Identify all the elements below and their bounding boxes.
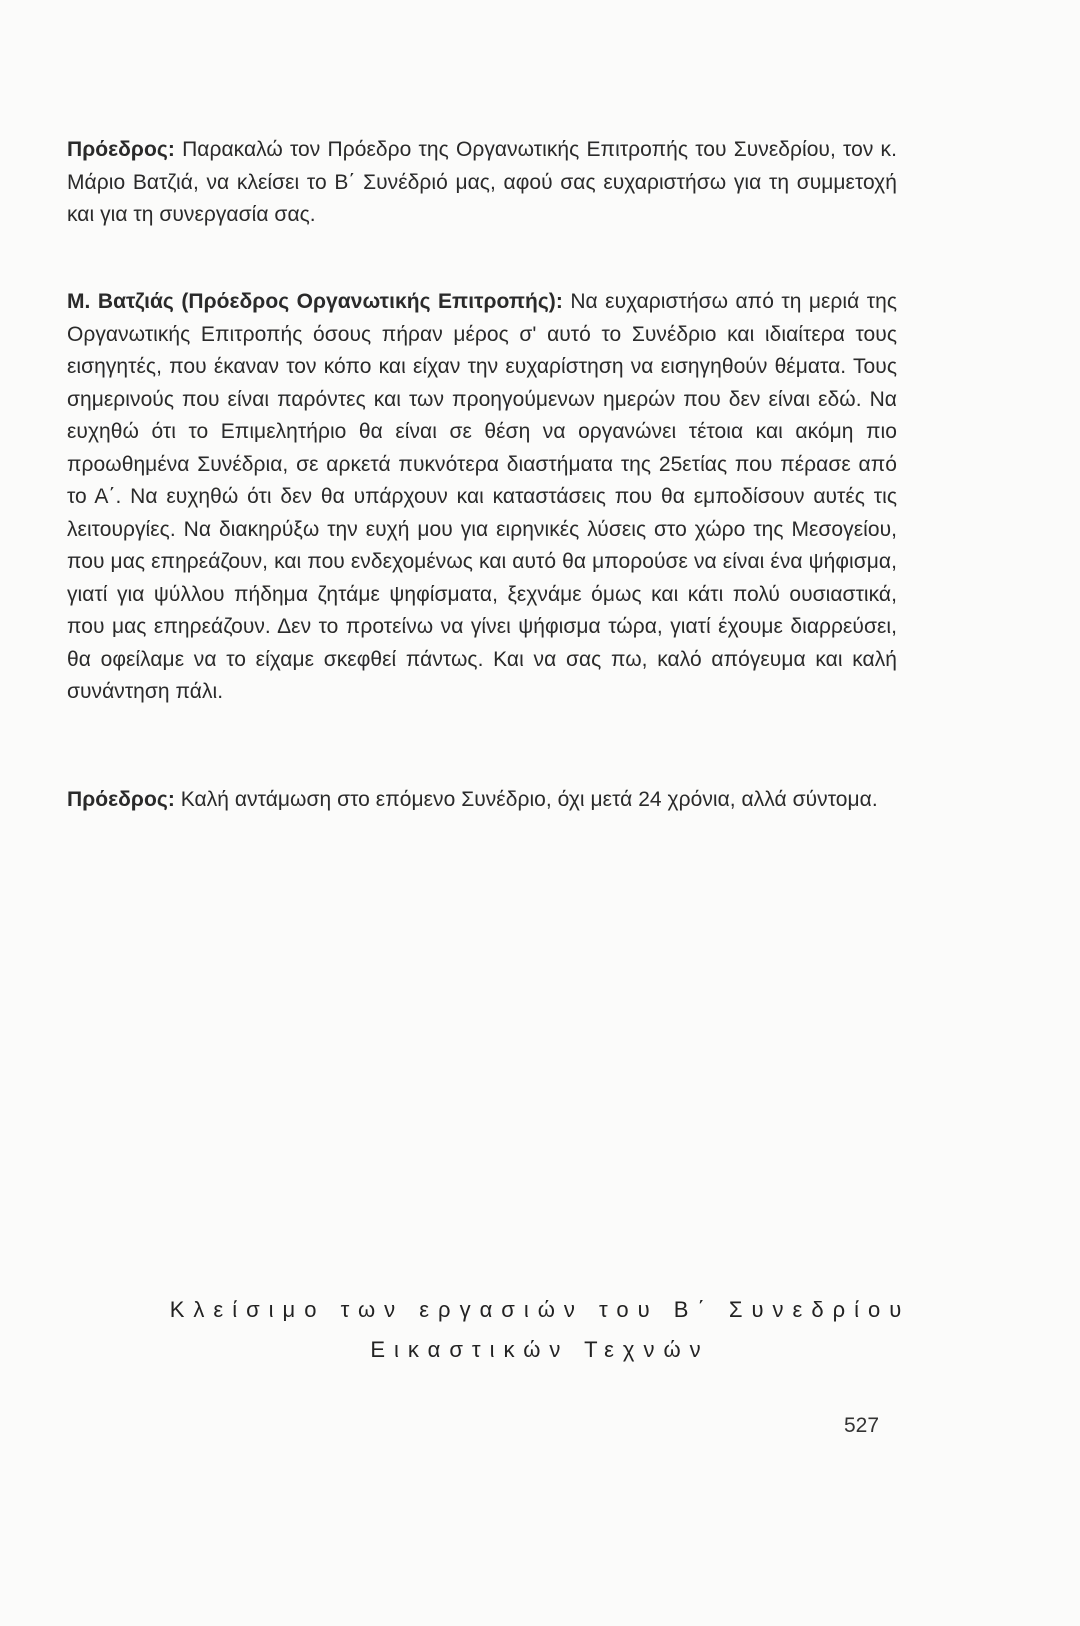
speaker-label: Μ. Βατζιάς (Πρόεδρος Οργανωτικής Επιτροπής): (67, 290, 563, 313)
paragraph-vatzias-speech (67, 286, 897, 709)
paragraph-text: Παρακαλώ τον Πρόεδρο της Οργανωτικής Επιτροπής του Συνεδρίου, τον κ. Μάριο Βατζιά, να κλείσει το Β΄ Συνέδριό μας, αφού σας ευχαριστήσω για τη συμμετοχή και για τη συνεργασία σας. (67, 138, 897, 226)
paragraph-text: Να ευχαριστήσω από τη μεριά της Οργανωτικής Επιτροπής όσους πήραν μέρος σ' αυτό το Συνέδριο και ιδιαίτερα τους εισηγητές, που έκαναν τον κόπο και είχαν την ευχαρίστηση να εισηγηθούν θέματα. Τους σημερινούς που είναι παρόντες και των προηγούμενων ημερών που δεν είναι εδώ. Να ευχηθώ ότι το Επιμελητήριο θα είναι σε θέση να οργανώνει τέτοια και ακόμη πιο προωθημένα Συνέδρια, σε αρκετά πυκνότερα διαστήματα της 25ετίας που πέρασε από το Α΄. Να ευχηθώ ότι δεν θα υπάρχουν και καταστάσεις που θα εμποδίσουν αυτές τις λειτουργίες. Να διακηρύξω την ευχή μου για ειρηνικές λύσεις στο χώρο της Μεσογείου, που μας επηρεάζουν, και που ενδεχομένως και αυτό θα μπορούσε να είναι ένα ψήφισμα, γιατί για ψύλλου πήδημα ζητάμε ψηφίσματα, ξεχνάμε όμως και κάτι πολύ ουσιαστικά, που μας επηρεάζουν. Δεν το προτείνω να γίνει ψήφισμα τώρα, γιατί έχουμε διαρρεύσει, θα οφείλαμε να το είχαμε σκεφθεί πάντως. Και να σας πω, καλό απόγευμα και καλή συνάντηση πάλι. (67, 290, 898, 703)
speaker-label: Πρόεδρος: (67, 788, 175, 811)
paragraph-chair-farewell (67, 784, 878, 817)
closing-title-line1: Κλείσιμο των εργασιών του Β΄ Συνεδρίου (169, 1297, 911, 1322)
closing-title-line2: Εικαστικών Τεχνών (370, 1337, 710, 1362)
page-number: 527 (844, 1414, 880, 1437)
closing-title (0, 1290, 1080, 1370)
paragraph-chair-intro (67, 134, 897, 232)
speaker-label: Πρόεδρος: (67, 138, 175, 161)
paragraph-text: Καλή αντάμωση στο επόμενο Συνέδριο, όχι μετά 24 χρόνια, αλλά σύντομα. (174, 788, 878, 811)
